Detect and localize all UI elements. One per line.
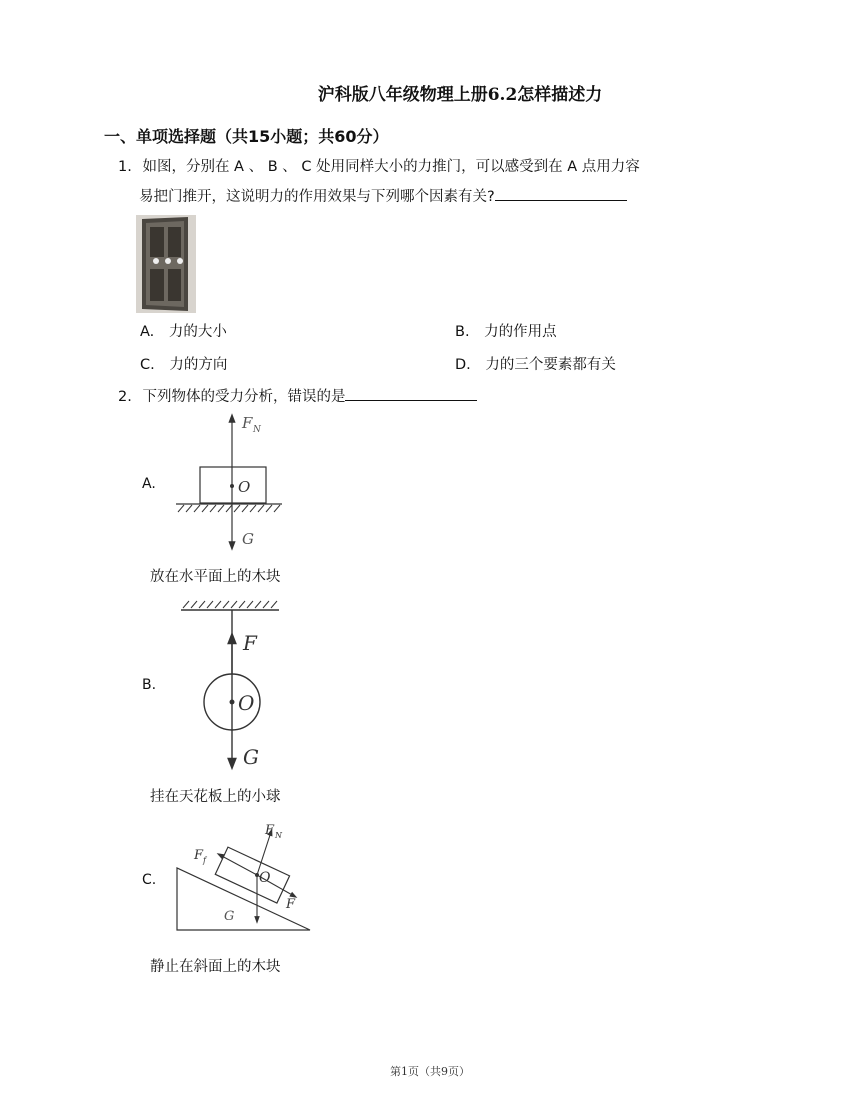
- force-label-fn: F: [265, 823, 275, 838]
- option-a-caption: 放在水平面上的木块: [150, 569, 281, 585]
- force-label-n-sub: N: [253, 425, 261, 435]
- option-b-label[interactable]: B.: [142, 677, 157, 693]
- page-title: 沪科版八年级物理上册6.2怎样描述力: [317, 85, 603, 105]
- force-label-g: G: [224, 909, 235, 924]
- option-label: C.: [140, 357, 155, 373]
- door-image: [136, 215, 196, 313]
- force-label-ff: F: [194, 848, 204, 863]
- answer-blank[interactable]: [495, 186, 627, 201]
- option-text: 力的方向: [169, 357, 228, 373]
- option-c[interactable]: [140, 353, 227, 374]
- option-c-label[interactable]: C.: [142, 872, 157, 888]
- block-on-incline-diagram: [172, 818, 317, 936]
- option-c-caption: 静止在斜面上的木块: [150, 959, 281, 975]
- page-footer: 第1页（共9页）: [390, 1065, 470, 1078]
- hanging-ball-diagram: [175, 596, 295, 772]
- option-text: 力的作用点: [484, 324, 557, 340]
- force-label-g: G: [242, 530, 254, 548]
- option-text: 力的大小: [168, 324, 227, 340]
- option-label: A.: [140, 324, 155, 340]
- option-text: 力的三个要素都有关: [485, 357, 616, 373]
- answer-blank[interactable]: [345, 386, 477, 401]
- option-d[interactable]: [455, 353, 616, 374]
- question-2: [118, 382, 477, 412]
- question-1-line2: [139, 182, 627, 212]
- point-label-o: O: [238, 691, 255, 715]
- force-label-f: F: [286, 897, 296, 912]
- section-heading: 一、单项选择题（共15小题；共60分）: [104, 127, 389, 146]
- force-label-f-sub: f: [203, 856, 206, 865]
- option-a[interactable]: [140, 320, 227, 341]
- block-on-ground-diagram: [170, 412, 290, 552]
- option-a-label[interactable]: A.: [142, 476, 156, 492]
- question-text: 易把门推开，这说明力的作用效果与下列哪个因素有关?: [139, 189, 495, 205]
- question-number: 1.: [118, 159, 132, 175]
- question-1-line1: [118, 152, 640, 182]
- force-label-f: F: [243, 631, 257, 655]
- force-label-fn: F: [242, 414, 253, 432]
- option-label: D.: [455, 357, 471, 373]
- force-label-n-sub: N: [275, 831, 282, 840]
- question-text: 如图，分别在 A 、 B 、 C 处用同样大小的力推门，可以感受到在 A 点用力容: [142, 159, 640, 175]
- question-text: 下列物体的受力分析，错误的是: [142, 389, 346, 405]
- option-b-caption: 挂在天花板上的小球: [150, 789, 281, 805]
- point-label-o: O: [238, 478, 251, 496]
- force-label-g: G: [243, 745, 259, 769]
- question-number: 2.: [118, 389, 132, 405]
- point-label-o: O: [259, 870, 271, 886]
- option-b[interactable]: [455, 320, 557, 341]
- option-label: B.: [455, 324, 470, 340]
